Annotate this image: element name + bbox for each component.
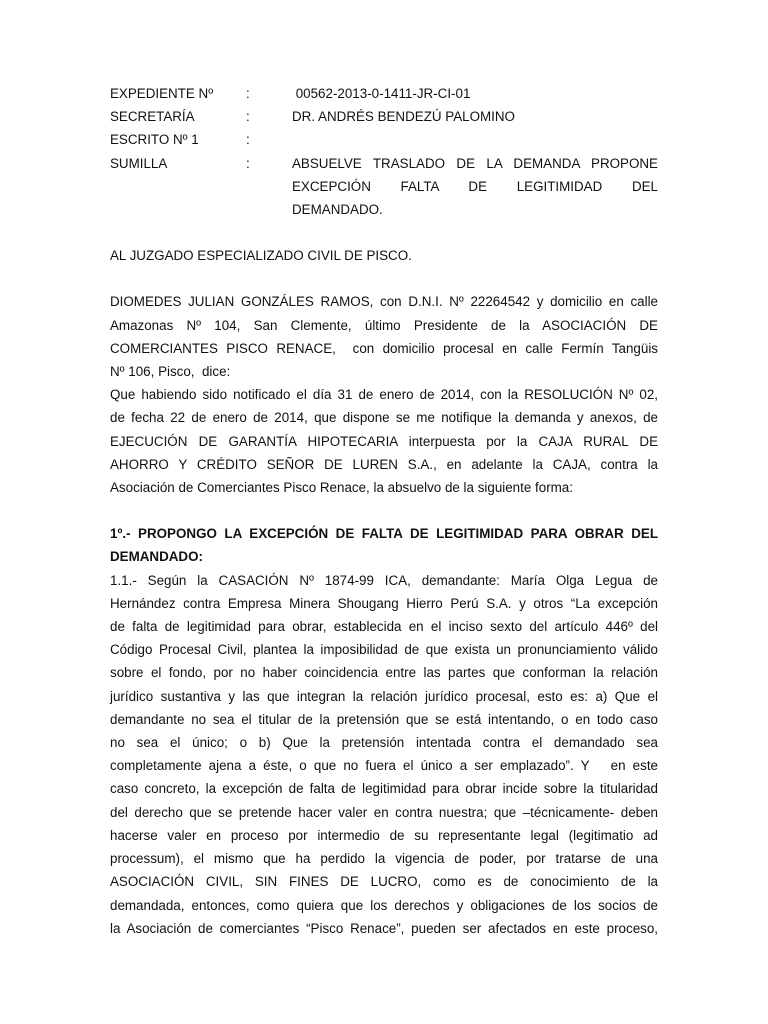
text-line: Amazonas Nº 104, San Clemente, último Presidente de la ASOCIACIÓN DE [110, 317, 658, 333]
body-paragraph [110, 383, 658, 499]
header-label: SECRETARÍA [110, 109, 195, 125]
text-line: la Asociación de comerciantes “Pisco Renace”, pueden ser afectados en este proceso, [110, 920, 658, 936]
sumilla-line: EXCEPCIÓN FALTA DE LEGITIMIDAD DEL [292, 178, 658, 194]
header-label: SUMILLA [110, 155, 168, 171]
text-line: jurídico sustantiva y las que integran la relación jurídico procesal, esto es: a) Que el [110, 688, 658, 704]
text-line: de falta de legitimidad para obrar, establecida en el inciso sexto del artículo 446º del [110, 619, 658, 635]
sumilla-text [292, 152, 658, 222]
text-line: Código Procesal Civil, plantea la imposibilidad de que exista un pronunciamiento válido [110, 642, 658, 658]
text-line: Que habiendo sido notificado el día 31 de enero de 2014, con la RESOLUCIÓN Nº 02, [110, 387, 658, 403]
header-label: ESCRITO Nº 1 [110, 132, 199, 148]
document-page [110, 82, 658, 940]
heading-line: 1º.- PROPONGO LA EXCEPCIÓN DE FALTA DE LEGITIMIDAD PARA OBRAR DEL [110, 526, 658, 542]
case-header [110, 82, 658, 221]
heading-line: DEMANDADO: [110, 549, 203, 565]
text-line: 1.1.- Según la CASACIÓN Nº 1874-99 ICA, demandante: María Olga Legua de [110, 572, 658, 588]
text-line: del derecho que se pretende hacer valer en contra nuestra; que –técnicamente- deben [110, 804, 658, 820]
text-line: demandante no sea el titular de la pretensión que se está intentando, o en todo caso [110, 711, 658, 727]
header-colon: : [246, 86, 250, 101]
header-row-secretaria [110, 105, 658, 128]
sumilla-line: ABSUELVE TRASLADO DE LA DEMANDA PROPONE [292, 155, 658, 171]
header-value: DR. ANDRÉS BENDEZÚ PALOMINO [292, 109, 515, 125]
text-line: Nº 106, Pisco, dice: [110, 364, 231, 380]
text-line: EJECUCIÓN DE GARANTÍA HIPOTECARIA interpuesta por la CAJA RURAL DE [110, 433, 658, 449]
header-colon: : [246, 155, 250, 171]
intro-paragraph [110, 290, 658, 383]
header-colon: : [246, 109, 250, 125]
header-row-sumilla [110, 152, 658, 222]
text-line: de fecha 22 de enero de 2014, que dispone se me notifique la demanda y anexos, de [110, 410, 658, 426]
header-colon: : [246, 132, 250, 148]
text-line: ASOCIACIÓN CIVIL, SIN FINES DE LUCRO, como es de conocimiento de la [110, 874, 658, 890]
text-line: AHORRO Y CRÉDITO SEÑOR DE LUREN S.A., en adelante la CAJA, contra la [110, 456, 658, 472]
header-value: 00562-2013-0-1411-JR-CI-01 [292, 86, 471, 101]
text-line: COMERCIANTES PISCO RENACE, con domicilio procesal en calle Fermín Tangüis [110, 340, 658, 356]
addressee: AL JUZGADO ESPECIALIZADO CIVIL DE PISCO. [110, 248, 412, 264]
text-line: Hernández contra Empresa Minera Shougang Hierro Perú S.A. y otros “La excepción [110, 595, 658, 611]
header-row-expediente [110, 82, 658, 105]
text-line: caso concreto, la excepción de falta de legitimidad para obrar incide sobre la titularidad [110, 781, 658, 797]
text-line: sobre el fondo, por no haber coincidencia entre las partes que conforman la relación [110, 665, 658, 681]
text-line: DIOMEDES JULIAN GONZÁLES RAMOS, con D.N.I. Nº 22264542 y domicilio en calle [110, 294, 658, 310]
text-line: demandada, entonces, como quiera que los derechos y obligaciones de los socios de [110, 897, 658, 913]
text-line: hacerse valer en proceso por intermedio de su representante legal (legitimatio ad [110, 827, 658, 843]
section-paragraph [110, 569, 658, 940]
section-heading [110, 522, 658, 568]
text-line: processum), el mismo que ha perdido la vigencia de poder, por tratarse de una [110, 851, 658, 867]
text-line: completamente ajena a éste, o que no fuera el único a ser emplazado”. Y en este [110, 758, 658, 774]
header-label: EXPEDIENTE Nº [110, 86, 214, 101]
header-row-escrito [110, 128, 658, 151]
sumilla-line: DEMANDADO. [292, 202, 383, 218]
text-line: Asociación de Comerciantes Pisco Renace, la absuelvo de la siguiente forma: [110, 480, 573, 496]
text-line: no sea el único; o b) Que la pretensión intentada contra el demandado sea [110, 735, 658, 751]
